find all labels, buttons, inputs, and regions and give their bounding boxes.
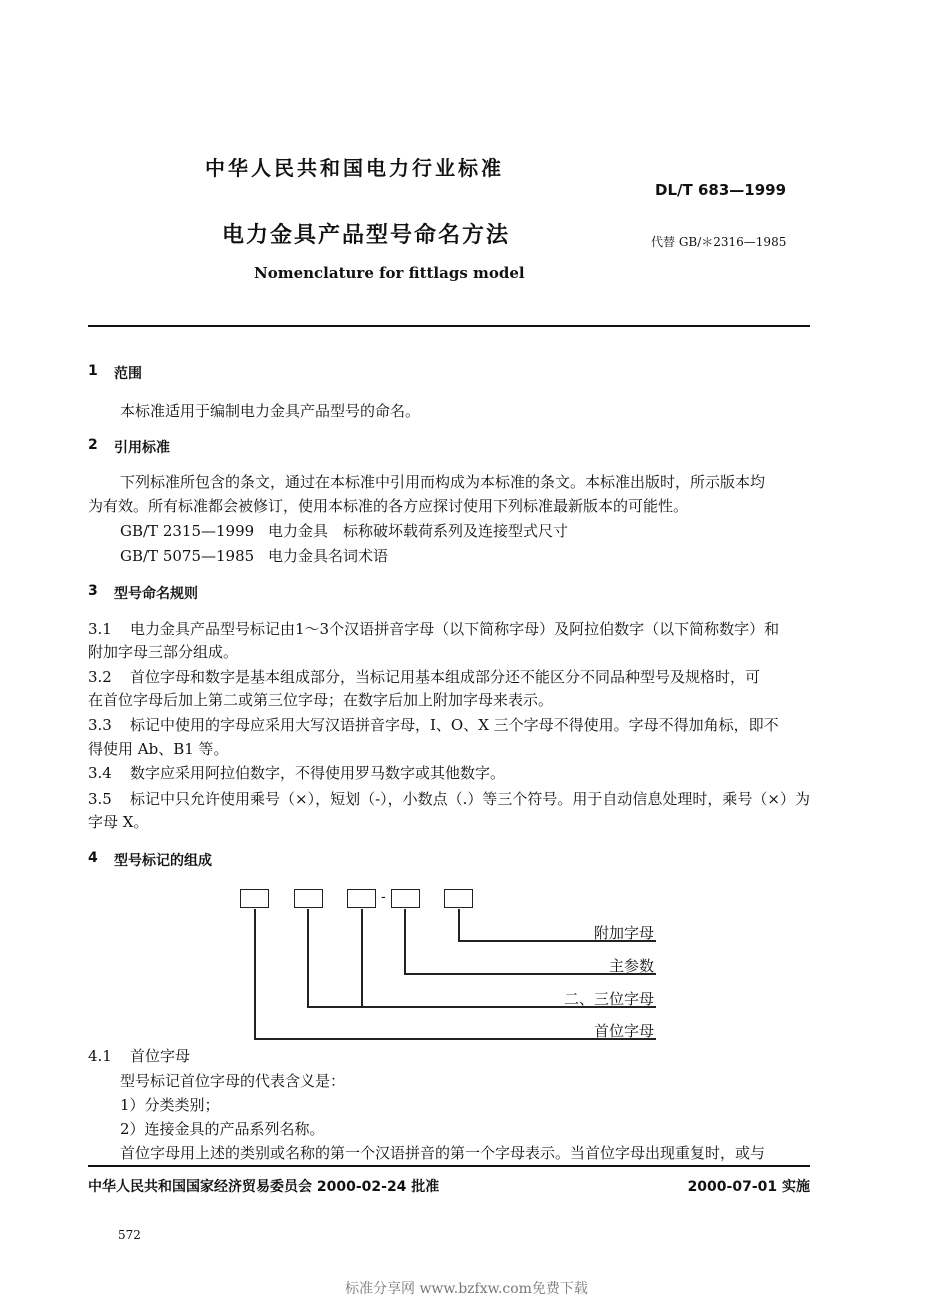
section-1-text: 本标准适用于编制电力金具产品型号的命名。 [120,402,421,420]
reference-code: GB/T 2315—1999 [120,522,255,540]
section-2-para-line1: 下列标准所包含的条文，通过在本标准中引用而构成为本标准的条文。本标准出版时，所示版本均 [120,473,766,491]
subsection-number: 4.1 [88,1047,112,1065]
subsection-line: 2）连接金具的产品系列名称。 [120,1120,325,1138]
main-parameter-box [391,889,420,908]
english-title: Nomenclature for fittlags model [254,264,525,282]
second-letter-box [294,889,323,908]
clause-line: 首位字母和数字是基本组成部分，当标记用基本组成部分还不能区分不同品种型号及规格时，可 [130,668,761,686]
clause-number: 3.4 [88,764,112,782]
reference-title: 电力金具名词术语 [268,547,389,565]
section-1-number: 1 [88,363,98,379]
clause-number: 3.1 [88,620,112,638]
section-3-number: 3 [88,583,98,599]
clause-line: 得使用 Ab、B1 等。 [88,740,229,758]
watermark-text: 标准分享网 www.bzfxw.com免费下载 [345,1281,588,1297]
subsection-line: 首位字母用上述的类别或名称的第一个汉语拼音的第一个字母表示。当首位字母出现重复时，或与 [120,1144,766,1162]
standard-category: 中华人民共和国电力行业标准 [205,156,504,180]
implementation-date: 2000-07-01 实施 [687,1179,810,1195]
clause-number: 3.5 [88,790,112,808]
footer-divider [88,1165,810,1167]
clause-number: 3.2 [88,668,112,686]
label-main-parameter: 主参数 [608,957,654,975]
clause-line: 字母 X。 [88,813,149,831]
section-4-number: 4 [88,850,98,866]
header-divider [88,325,810,327]
section-1-title: 范围 [114,366,142,382]
section-2-title: 引用标准 [114,440,170,456]
dash-symbol: - [381,889,386,905]
replaces-note: 代替 GB/＊2316—1985 [651,235,787,249]
subsection-title: 首位字母 [130,1047,191,1065]
subsection-line: 型号标记首位字母的代表含义是： [120,1072,346,1090]
connector-line [361,909,363,1007]
approval-line: 中华人民共和国国家经济贸易委员会 2000-02-24 批准 [88,1179,440,1195]
clause-line: 附加字母三部分组成。 [88,643,239,661]
subsection-line: 1）分类类别； [120,1096,220,1114]
label-second-third-letter: 二、三位字母 [563,990,654,1008]
clause-line: 标记中使用的字母应采用大写汉语拼音字母，I、O、X 三个字母不得使用。字母不得加角标，即不 [130,716,779,734]
clause-line: 数字应采用阿拉伯数字，不得使用罗马数字或其他数字。 [130,764,506,782]
connector-line [307,909,309,1007]
label-first-letter: 首位字母 [593,1022,654,1040]
section-3-title: 型号命名规则 [114,586,198,602]
connector-line [404,909,406,974]
section-4-title: 型号标记的组成 [114,853,212,869]
reference-code: GB/T 5075—1985 [120,547,255,565]
clause-line: 在首位字母后加上第二或第三位字母；在数字后加上附加字母来表示。 [88,691,554,709]
section-2-para-line2: 为有效。所有标准都会被修订，使用本标准的各方应探讨使用下列标准最新版本的可能性。 [88,497,689,515]
third-letter-box [347,889,376,908]
page-number: 572 [118,1228,141,1242]
clause-line: 标记中只允许使用乘号（×），短划（-），小数点（.）等三个符号。用于自动信息处理时，乘号（×）为 [130,790,810,808]
section-2-number: 2 [88,437,98,453]
standard-code: DL/T 683—1999 [655,181,787,199]
reference-title: 电力金具 标称破坏载荷系列及连接型式尺寸 [268,522,569,540]
clause-number: 3.3 [88,716,112,734]
connector-line [254,909,256,1039]
page-title: 电力金具产品型号命名方法 [222,223,511,248]
first-letter-box [240,889,269,908]
connector-line [458,909,460,941]
suffix-letter-box [444,889,473,908]
label-suffix-letter: 附加字母 [593,924,654,942]
clause-line: 电力金具产品型号标记由1～3个汉语拼音字母（以下简称字母）及阿拉伯数字（以下简称数字）和 [130,620,780,638]
